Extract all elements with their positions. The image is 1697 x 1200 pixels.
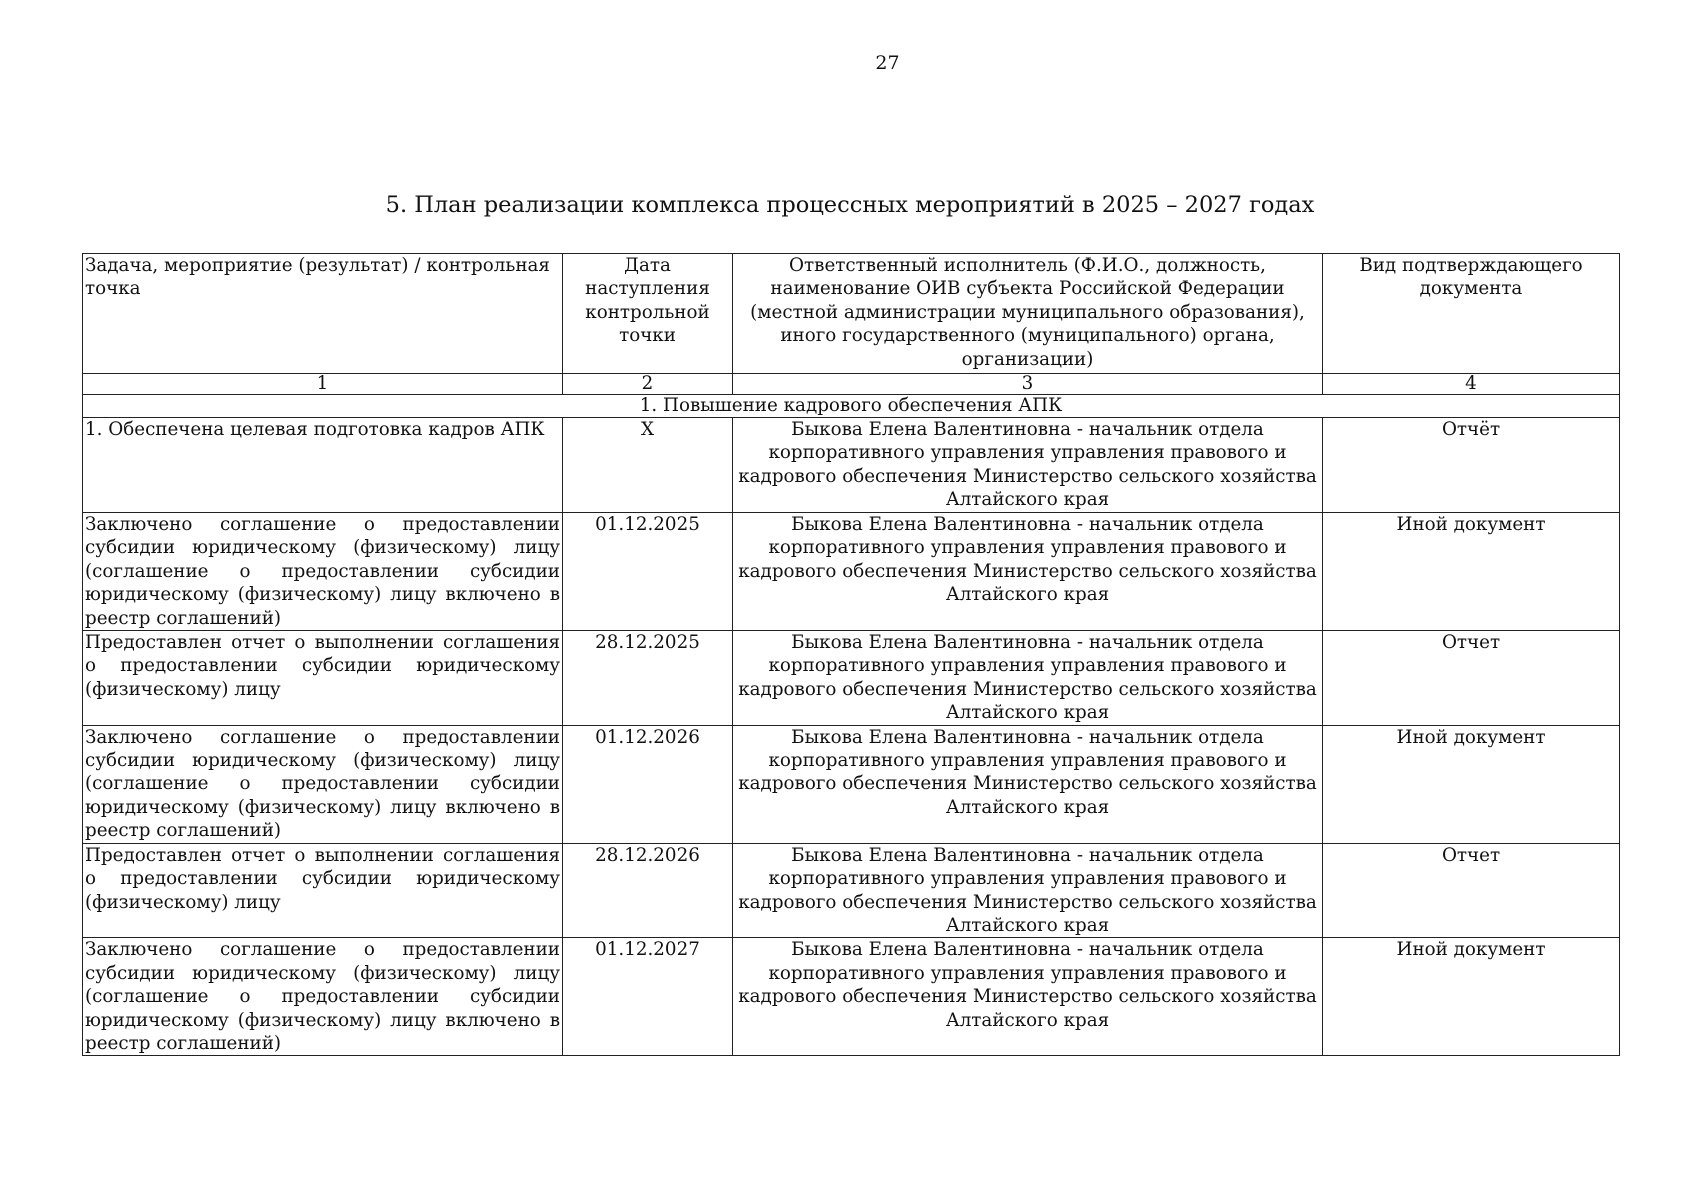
- header-responsible: Ответственный исполнитель (Ф.И.О., должность, наименование ОИВ субъекта Российской Федерации (местной администрации муниципального образования), иного государственного (муниципального) органа, организации): [733, 254, 1323, 374]
- responsible-cell: Быкова Елена Валентиновна - начальник отдела корпоративного управления управления правового и кадрового обеспечения Министерство сельского хозяйства Алтайского края: [733, 631, 1323, 726]
- column-number: 1: [83, 374, 563, 395]
- date-cell: 28.12.2026: [563, 843, 733, 938]
- header-task: Задача, мероприятие (результат) / контрольная точка: [83, 254, 563, 374]
- doc-type-cell: Отчёт: [1323, 418, 1620, 513]
- header-date: Дата наступления контрольной точки: [563, 254, 733, 374]
- doc-type-cell: Отчет: [1323, 843, 1620, 938]
- header-doc-type: Вид подтверждающего документа: [1323, 254, 1620, 374]
- date-cell: 01.12.2025: [563, 513, 733, 631]
- responsible-cell: Быкова Елена Валентиновна - начальник отдела корпоративного управления управления правового и кадрового обеспечения Министерство сельского хозяйства Алтайского края: [733, 513, 1323, 631]
- doc-type-cell: Иной документ: [1323, 725, 1620, 843]
- section-title: 1. Повышение кадрового обеспечения АПК: [83, 395, 1620, 418]
- doc-type-cell: Иной документ: [1323, 938, 1620, 1056]
- date-cell: X: [563, 418, 733, 513]
- task-cell: Заключено соглашение о предоставлении субсидии юридическому (физическому) лицу (соглашение о предоставлении субсидии юридическому (физическому) лицу включено в реестр соглашений): [83, 938, 563, 1056]
- column-numbers-row: [83, 374, 1620, 395]
- date-cell: 01.12.2026: [563, 725, 733, 843]
- task-cell: 1. Обеспечена целевая подготовка кадров АПК: [83, 418, 563, 513]
- date-cell: 01.12.2027: [563, 938, 733, 1056]
- table-row: [83, 418, 1620, 513]
- table-row: [83, 513, 1620, 631]
- task-cell: Заключено соглашение о предоставлении субсидии юридическому (физическому) лицу (соглашение о предоставлении субсидии юридическому (физическому) лицу включено в реестр соглашений): [83, 725, 563, 843]
- responsible-cell: Быкова Елена Валентиновна - начальник отдела корпоративного управления управления правового и кадрового обеспечения Министерство сельского хозяйства Алтайского края: [733, 418, 1323, 513]
- document-title: 5. План реализации комплекса процессных мероприятий в 2025 – 2027 годах: [385, 192, 1315, 218]
- column-number: 3: [733, 374, 1323, 395]
- page-number: 27: [875, 52, 900, 74]
- responsible-cell: Быкова Елена Валентиновна - начальник отдела корпоративного управления управления правового и кадрового обеспечения Министерство сельского хозяйства Алтайского края: [733, 843, 1323, 938]
- task-cell: Предоставлен отчет о выполнении соглашения о предоставлении субсидии юридическому (физическому) лицу: [83, 843, 563, 938]
- date-cell: 28.12.2025: [563, 631, 733, 726]
- table-row: [83, 843, 1620, 938]
- table-row: [83, 631, 1620, 726]
- responsible-cell: Быкова Елена Валентиновна - начальник отдела корпоративного управления управления правового и кадрового обеспечения Министерство сельского хозяйства Алтайского края: [733, 725, 1323, 843]
- column-number: 2: [563, 374, 733, 395]
- task-cell: Заключено соглашение о предоставлении субсидии юридическому (физическому) лицу (соглашение о предоставлении субсидии юридическому (физическому) лицу включено в реестр соглашений): [83, 513, 563, 631]
- column-number: 4: [1323, 374, 1620, 395]
- table-row: [83, 725, 1620, 843]
- plan-table: [82, 253, 1620, 1056]
- responsible-cell: Быкова Елена Валентиновна - начальник отдела корпоративного управления управления правового и кадрового обеспечения Министерство сельского хозяйства Алтайского края: [733, 938, 1323, 1056]
- task-cell: Предоставлен отчет о выполнении соглашения о предоставлении субсидии юридическому (физическому) лицу: [83, 631, 563, 726]
- doc-type-cell: Иной документ: [1323, 513, 1620, 631]
- table-header-row: [83, 254, 1620, 374]
- table-row: [83, 938, 1620, 1056]
- section-row: [83, 395, 1620, 418]
- doc-type-cell: Отчет: [1323, 631, 1620, 726]
